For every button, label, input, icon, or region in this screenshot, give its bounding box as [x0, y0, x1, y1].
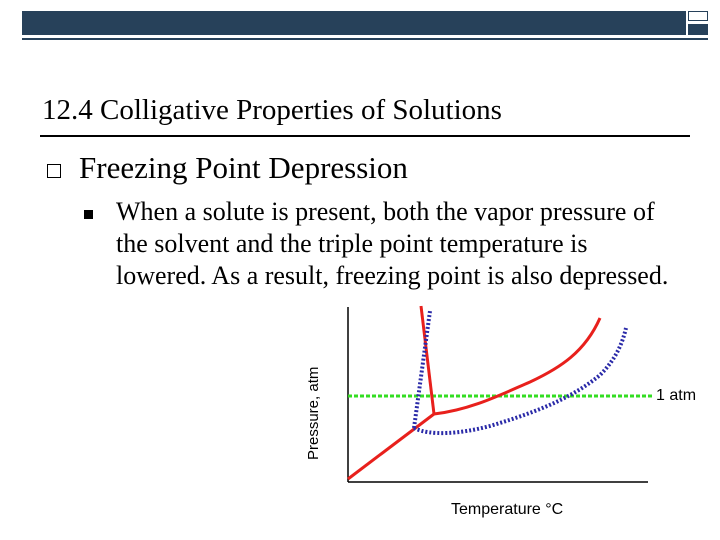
solution-vapor-pressure-curve	[414, 328, 626, 433]
pure-vapor-pressure-curve	[434, 318, 600, 414]
x-axis-label: Temperature °C	[451, 501, 564, 518]
slide-title: 12.4 Colligative Properties of Solutions	[42, 94, 502, 126]
bullet-solute-explanation: When a solute is present, both the vapor pressure of the solvent and the triple point temperature is lowered. As a result, freezing point is also depressed.	[116, 197, 669, 290]
bullet-freezing-point-depression: Freezing Point Depression	[79, 150, 408, 185]
y-axis-label: Pressure, atm	[305, 366, 322, 460]
one-atm-label: 1 atm	[656, 387, 697, 404]
pure-sublimation-curve	[348, 414, 434, 479]
